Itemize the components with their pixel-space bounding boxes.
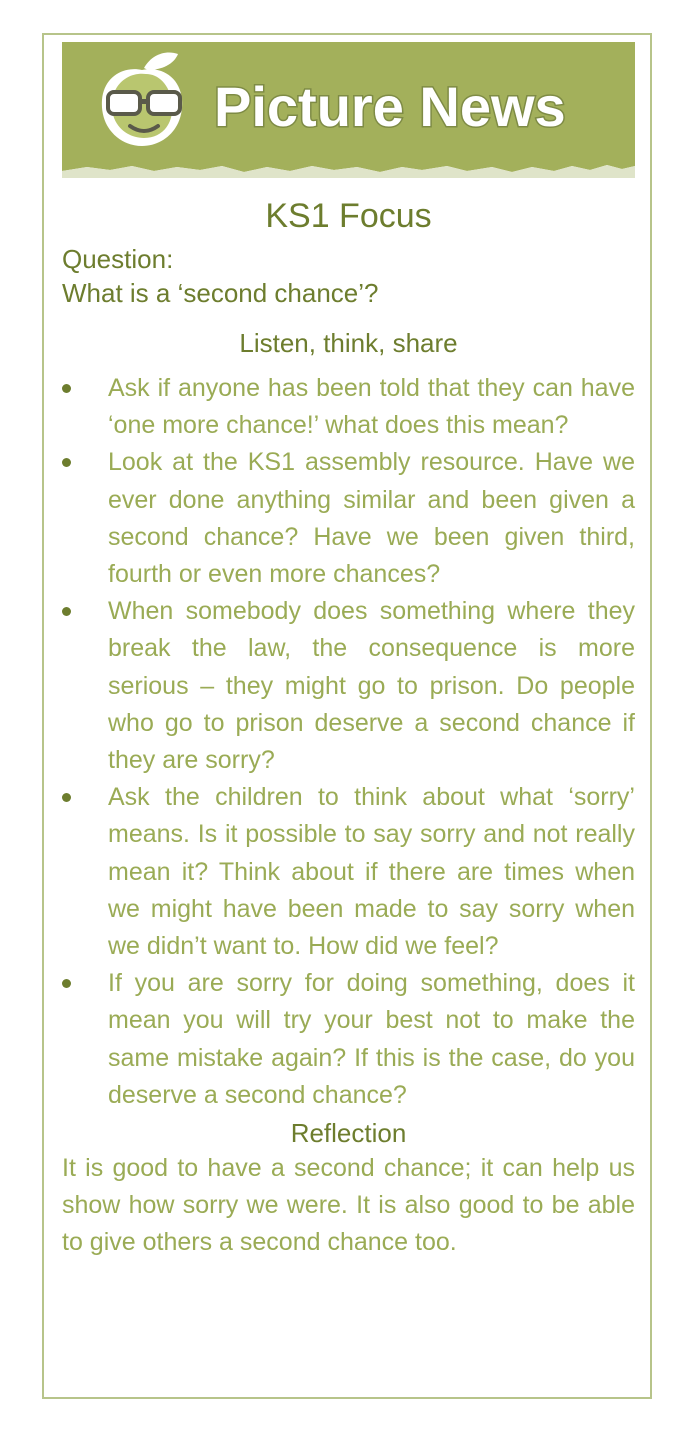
header-banner — [62, 42, 635, 178]
bullet-icon — [62, 607, 71, 616]
list-item: Ask the children to think about what ‘sorry’ means. Is it possible to say sorry and not really mean it? Think about if there are times when we might have been made to say sorry when we didn’t want to. How did we feel? — [62, 779, 635, 965]
reflection-heading: Reflection — [290, 1118, 407, 1149]
discussion-list — [62, 370, 635, 1114]
bullet-icon — [62, 793, 71, 802]
list-item: If you are sorry for doing something, does it mean you will try your best not to make the same mistake again? If this is the case, do you deserve a second chance? — [62, 965, 635, 1114]
bullet-icon — [62, 979, 71, 988]
focus-title: KS1 Focus — [265, 197, 432, 235]
question-text: What is a ‘second chance’? — [62, 278, 379, 308]
list-item: Ask if anyone has been told that they can have ‘one more chance!’ what does this mean? — [62, 370, 635, 444]
brand-title: Picture News — [214, 75, 566, 138]
question-label: Question: — [62, 244, 174, 274]
bullet-icon — [62, 458, 71, 467]
list-item: Look at the KS1 assembly resource. Have we ever done anything similar and been given a second chance? Have we been given third, fourth or even more chances? — [62, 444, 635, 593]
section-heading: Listen, think, share — [239, 328, 458, 358]
bullet-icon — [62, 384, 71, 393]
focus-sheet — [62, 196, 635, 1262]
reflection-text: It is good to have a second chance; it can help us show how sorry we were. It is also good to be able to give others a second chance too. — [62, 1154, 635, 1257]
list-item: When somebody does something where they break the law, the consequence is more serious – they might go to prison. Do people who go to prison deserve a second chance if they are sorry? — [62, 593, 635, 779]
